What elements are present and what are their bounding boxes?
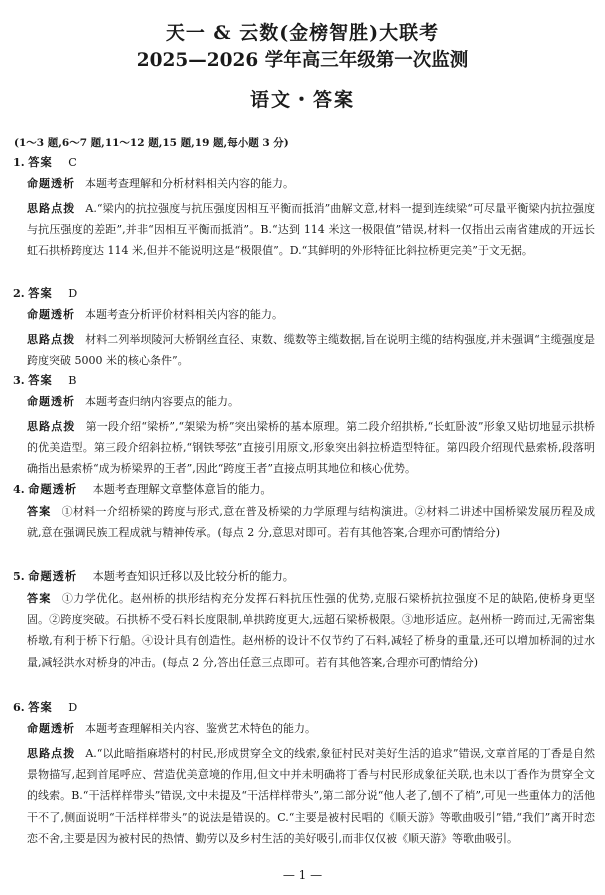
question-3-hint [27, 416, 595, 480]
analysis-label: 命题透析 [27, 177, 75, 190]
analysis-text: 本题考查理解文章整体意旨的能力。 [92, 483, 272, 496]
analysis-label: 命题透析 [27, 395, 75, 408]
document-header [0, 20, 605, 113]
question-3-answer [13, 371, 76, 390]
exam-title: 天一 & 云数(金榜智胜)大联考 [165, 22, 440, 44]
subject-title: 语文・答案 [249, 89, 355, 111]
hint-text: 第一段介绍“梁桥”,“架梁为桥”突出梁桥的基本原理。第二段介绍拱桥,“长虹卧波”形象又贴切地显示拱桥的优美造型。第三段介绍斜拉桥,“钢铁琴弦”直接引用原文,形象突出斜拉桥造型特征。第四段介绍现代悬索桥,段落明确指出悬索桥“成为桥梁界的王者”,因此“跨度王者”直接点明其地位和核心优势。 [27, 420, 596, 476]
hint-label: 思路点拨 [27, 202, 76, 215]
answer-text: ①材料一介绍桥梁的跨度与形式,意在普及桥梁的力学原理与结构演进。②材料二讲述中国桥梁发展历程及成就,意在强调民族工程成就与精神传承。(每点 2 分,意思对即可。若有其他答案,合理亦可酌情给分) [27, 505, 596, 540]
page-number: — 1 — [282, 868, 323, 882]
question-1-analysis [27, 173, 595, 194]
hint-label: 思路点拨 [27, 333, 76, 346]
exam-subtitle: 2025—2026 学年高三年级第一次监测 [136, 50, 469, 71]
question-number: 3. [13, 373, 25, 387]
answer-label: 答案 [27, 505, 52, 518]
question-3-analysis [27, 391, 595, 412]
hint-label: 思路点拨 [27, 420, 76, 433]
scoring-intro: (1～3 题,6～7 题,11～12 题,15 题,19 题,每小题 3 分) [14, 137, 289, 149]
question-1-answer [13, 153, 77, 172]
question-number: 2. [13, 286, 25, 300]
analysis-label: 命题透析 [27, 722, 75, 735]
hint-text: A.“以此暗指麻塔村的村民,形成贯穿全文的线索,象征村民对美好生活的追求”错误,文章首尾的丁香是自然景物描写,起到首尾呼应、营造优美意境的作用,但文中并未明确将丁香与村民形成象征关联,也未以丁香作为贯穿全文的线索。B.“干活样样带头”错误,文中未提及“干活样样带头”,第二部分说“他人老了,刨不了梢”,可见一些重体力的活他干不了,侧面说明“干活样样带头”的说法是错误的。C.“主要是被村民唱的《顺天游》等歌曲吸引”错,“我们”离开时恋恋不舍,主要是因为被村民的热情、勤劳以及乡村生活的美好吸引,而非仅仅被《顺天游》等歌曲吸引。 [27, 747, 595, 845]
question-number: 4. [13, 482, 25, 496]
analysis-label: 命题透析 [28, 482, 78, 496]
answer-choice: C [68, 156, 77, 169]
question-2-answer [13, 284, 77, 303]
analysis-text: 本题考查知识迁移以及比较分析的能力。 [92, 570, 294, 583]
analysis-text: 本题考查分析评价材料相关内容的能力。 [85, 308, 283, 321]
analysis-text: 本题考查理解相关内容、鉴赏艺术特色的能力。 [85, 722, 316, 735]
analysis-label: 命题透析 [28, 569, 78, 583]
answer-label: 答案 [28, 700, 53, 714]
question-6-answer [13, 698, 77, 717]
answer-choice: D [68, 287, 78, 300]
question-4-analysis [13, 480, 272, 499]
question-1-hint [27, 198, 595, 262]
question-number: 1. [13, 155, 25, 169]
answer-choice: D [68, 701, 78, 714]
hint-label: 思路点拨 [27, 747, 76, 760]
question-5-analysis [13, 567, 294, 586]
answer-choice: B [68, 374, 77, 387]
answer-label: 答案 [28, 286, 53, 300]
question-6-hint [27, 743, 595, 849]
answer-label: 答案 [27, 592, 52, 605]
analysis-text: 本题考查归纳内容要点的能力。 [85, 395, 239, 408]
analysis-text: 本题考查理解和分析材料相关内容的能力。 [85, 177, 294, 190]
question-number: 5. [13, 569, 25, 583]
question-6-analysis [27, 718, 595, 739]
answer-text: ①力学优化。赵州桥的拱形结构充分发挥石料抗压性强的优势,克服石梁桥抗拉强度不足的缺陷,使桥身更坚固。②跨度突破。石拱桥不受石料长度限制,单拱跨度更大,远超石梁桥极限。③地形适应。赵州桥一跨而过,无需密集桥墩,有利于桥下行船。④设计具有创造性。赵州桥的设计不仅节约了石料,减轻了桥身的重量,还可以增加桥洞的过水量,减轻洪水对桥身的冲击。(每点 2 分,答出任意三点即可。若有其他答案,合理亦可酌情给分) [27, 592, 595, 669]
answer-label: 答案 [28, 373, 53, 387]
hint-text: A.“梁内的抗拉强度与抗压强度因相互平衡而抵消”曲解文意,材料一提到连续梁“可尽量平衡梁内抗拉强度与抗压强度的差距”,并非“因相互平衡而抵消”。B.“达到 114 米这一极限值”错误,材料一仅指出云南省建成的开远长虹石拱桥跨度达 114 米,但并不能说明这是“极限值”。D.“其鲜明的外形特征比斜拉桥更完美”于文无据。 [27, 202, 595, 258]
question-2-analysis [27, 304, 595, 325]
hint-text: 材料二列举坝陵河大桥钢丝直径、束数、缆数等主缆数据,旨在说明主缆的结构强度,并未强调“主缆强度是跨度突破 5000 米的核心条件”。 [27, 333, 595, 368]
question-5-answer [27, 588, 595, 673]
analysis-label: 命题透析 [27, 308, 75, 321]
answer-label: 答案 [28, 155, 53, 169]
question-2-hint [27, 329, 595, 371]
question-4-answer [27, 501, 595, 543]
question-number: 6. [13, 700, 25, 714]
